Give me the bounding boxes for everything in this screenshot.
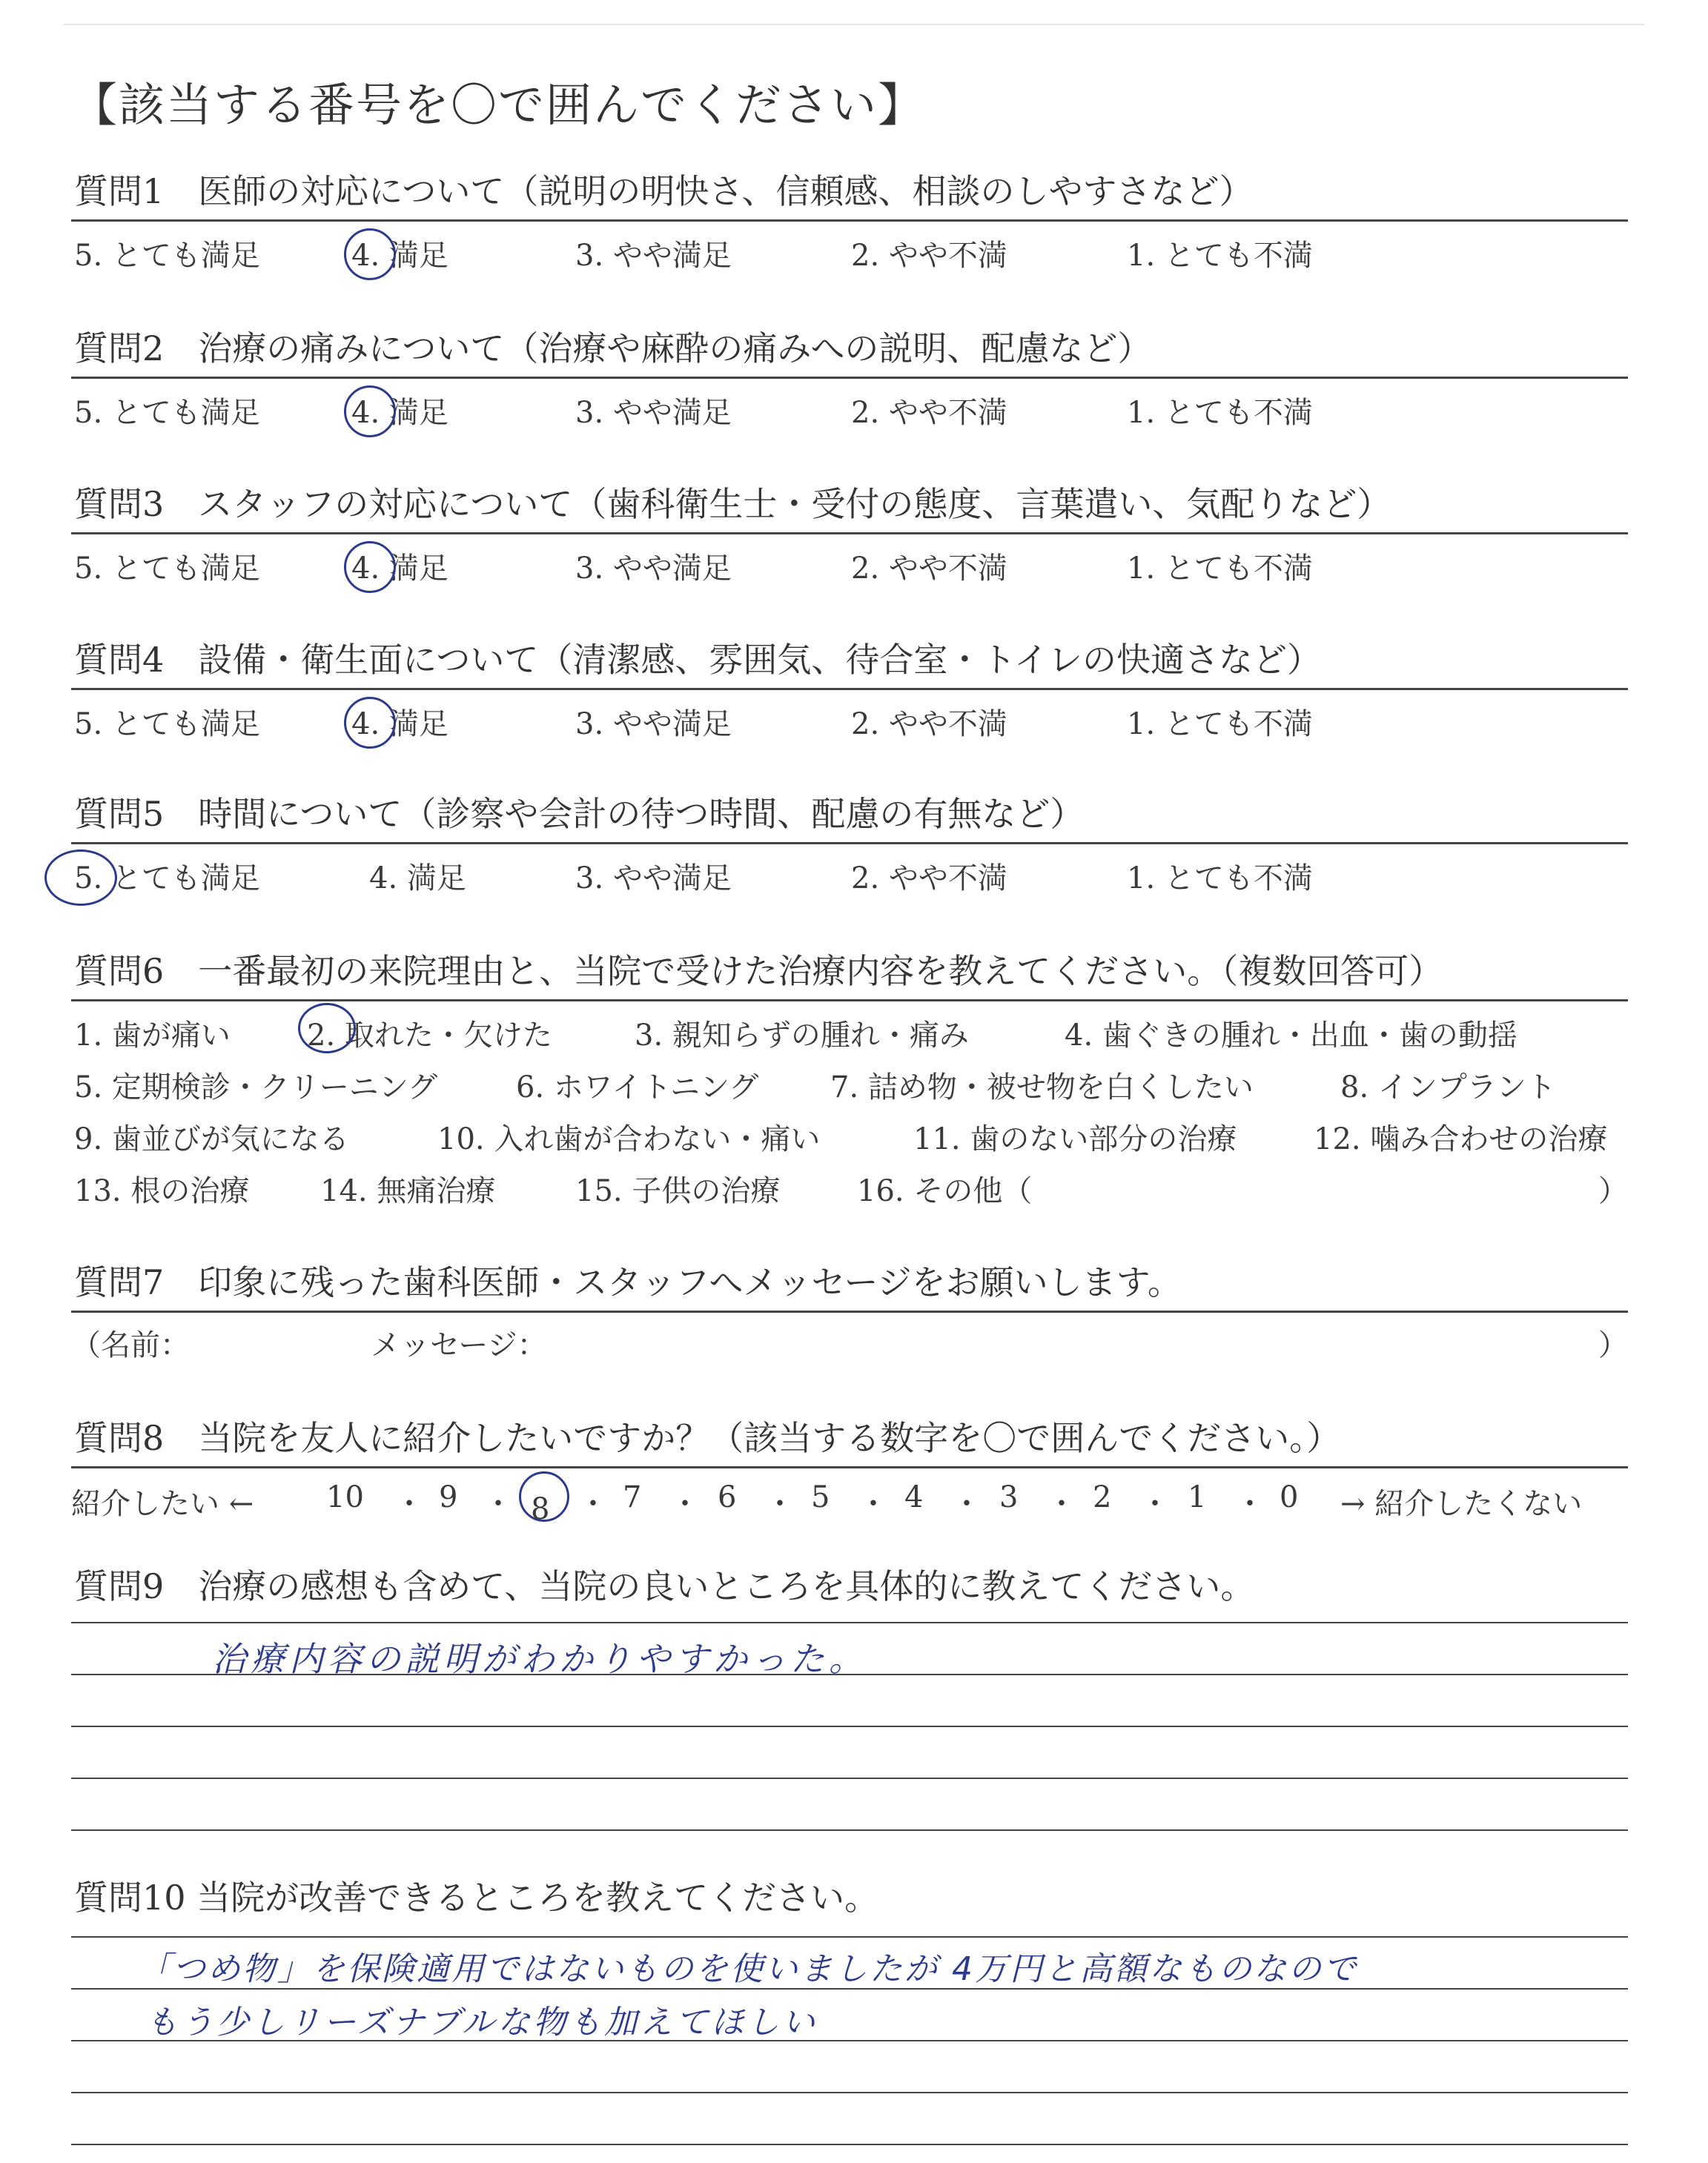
q6-option-11[interactable]: 11. 歯のない部分の治療 (913, 1122, 1237, 1156)
question-1-label: 質問1 医師の対応について（説明の明快さ、信頼感、相談のしやすさなど） (74, 171, 1254, 211)
q6-option-5[interactable]: 5. 定期検診・クリーニング (74, 1070, 438, 1104)
question-7-fields (71, 1313, 1628, 1362)
q4-option-2[interactable]: 2. やや不満 (851, 707, 1007, 741)
q8-sep: ・ (670, 1487, 700, 1521)
q6-option-13[interactable]: 13. 根の治療 (74, 1174, 250, 1208)
q8-sep: ・ (394, 1487, 424, 1521)
q8-sep: ・ (765, 1487, 795, 1521)
q8-sep: ・ (483, 1487, 513, 1521)
q7-message-label: メッセージ： (371, 1328, 547, 1362)
question-6-label: 質問6 一番最初の来院理由と、当院で受けた治療内容を教えてください。（複数回答可） (74, 951, 1443, 991)
q2-option-2[interactable]: 2. やや不満 (851, 396, 1007, 430)
q6-option-14[interactable]: 14. 無痛治療 (320, 1174, 496, 1208)
q3-option-1[interactable]: 1. とても不満 (1127, 551, 1313, 586)
question-1-options (71, 222, 1628, 271)
question-4-options (71, 690, 1628, 739)
q6-other-close-paren: ） (1598, 1174, 1628, 1208)
answer-line (71, 1622, 1628, 1623)
question-7-label: 質問7 印象に残った歯科医師・スタッフへメッセージをお願いします。 (74, 1262, 1182, 1302)
question-6 (71, 949, 1628, 1216)
question-3-options (71, 534, 1628, 586)
answer-line (71, 2092, 1628, 2093)
q4-option-1[interactable]: 1. とても不満 (1127, 707, 1313, 741)
q8-option-10[interactable]: 10 (326, 1480, 364, 1514)
question-8-scale: 紹介したい ← 10 ・ 9 ・ 8 ・ 7 ・ 6 ・ 5 ・ 4 ・ 3 ・ 2 ・ 1 ・ 0 → 紹介したくない (71, 1468, 1628, 1519)
q2-option-1[interactable]: 1. とても不満 (1127, 396, 1313, 430)
q3-option-3[interactable]: 3. やや満足 (575, 551, 732, 586)
q6-option-3[interactable]: 3. 親知らずの腫れ・痛み (635, 1018, 969, 1053)
q1-option-4-selected[interactable]: 4. 満足 (351, 239, 448, 273)
question-4-label: 質問4 設備・衛生面について（清潔感、雰囲気、待合室・トイレの快適さなど） (74, 640, 1322, 680)
q1-option-3[interactable]: 3. やや満足 (575, 239, 732, 273)
answer-line (71, 1829, 1628, 1831)
q6-option-4[interactable]: 4. 歯ぐきの腫れ・出血・歯の動揺 (1065, 1018, 1517, 1053)
q8-option-3[interactable]: 3 (999, 1480, 1019, 1514)
q7-name-label: （名前： (71, 1328, 190, 1362)
q4-option-4-selected[interactable]: 4. 満足 (351, 707, 448, 741)
q8-option-2[interactable]: 2 (1093, 1480, 1112, 1514)
answer-line (71, 2144, 1628, 2145)
q8-option-0[interactable]: 0 (1280, 1480, 1299, 1514)
q3-option-5[interactable]: 5. とても満足 (74, 551, 260, 586)
q1-option-2[interactable]: 2. やや不満 (851, 239, 1007, 273)
q6-option-9[interactable]: 9. 歯並びが気になる (74, 1122, 349, 1156)
q6-option-6[interactable]: 6. ホワイトニング (516, 1070, 759, 1104)
question-9-answer-area[interactable] (71, 1614, 1628, 1911)
q3-option-2[interactable]: 2. やや不満 (851, 551, 1007, 586)
answer-line (71, 1726, 1628, 1727)
q10-handwritten-answer-line-1: 「つめ物」を保険適用ではないものを使いましたが 4万円と高額なものなので (138, 1950, 1358, 1988)
top-divider (64, 24, 1644, 25)
question-4 (71, 637, 1628, 739)
q6-option-16[interactable]: 16. その他（ (857, 1174, 1033, 1208)
q6-option-12[interactable]: 12. 噛み合わせの治療 (1314, 1122, 1608, 1156)
q6-option-15[interactable]: 15. 子供の治療 (575, 1174, 781, 1208)
q8-option-9[interactable]: 9 (439, 1480, 458, 1514)
question-8-label: 質問8 当院を友人に紹介したいですか？（該当する数字を〇で囲んでください。） (74, 1418, 1341, 1458)
question-3-label: 質問3 スタッフの対応について（歯科衛生士・受付の態度、言葉遣い、気配りなど） (74, 484, 1391, 524)
q8-option-7[interactable]: 7 (623, 1480, 642, 1514)
question-5-options (71, 844, 1628, 893)
q1-option-1[interactable]: 1. とても不満 (1127, 239, 1313, 273)
q2-option-4-selected[interactable]: 4. 満足 (351, 396, 448, 430)
question-9-label: 質問9 治療の感想も含めて、当院の良いところを具体的に教えてください。 (74, 1566, 1255, 1606)
question-10 (71, 1875, 1628, 2163)
q3-option-4-selected[interactable]: 4. 満足 (351, 551, 448, 586)
q10-handwritten-answer-line-2: もう少しリーズナブルな物も加えてほしい (145, 2004, 818, 2041)
q8-right-label: → 紹介したくない (1340, 1487, 1583, 1521)
q5-option-5-selected[interactable]: 5. とても満足 (74, 861, 260, 895)
q5-option-1[interactable]: 1. とても不満 (1127, 861, 1313, 895)
q4-option-5[interactable]: 5. とても満足 (74, 707, 260, 741)
q8-sep: ・ (578, 1487, 608, 1521)
q8-option-6[interactable]: 6 (718, 1480, 737, 1514)
q6-option-2-selected[interactable]: 2. 取れた・欠けた (307, 1012, 552, 1054)
question-10-label: 質問10 当院が改善できるところを教えてください。 (74, 1878, 879, 1918)
question-10-answer-area[interactable] (71, 1926, 1628, 2163)
q8-option-5[interactable]: 5 (811, 1480, 830, 1514)
q8-sep: ・ (1140, 1487, 1170, 1521)
q8-sep: ・ (1047, 1487, 1076, 1521)
q5-option-3[interactable]: 3. やや満足 (575, 861, 732, 895)
question-8 (71, 1416, 1628, 1526)
q5-option-4[interactable]: 4. 満足 (369, 861, 466, 895)
q8-sep: ・ (1235, 1487, 1265, 1521)
question-9 (71, 1564, 1628, 1911)
q7-close-paren: ） (1598, 1328, 1628, 1362)
question-7 (71, 1260, 1628, 1362)
q6-option-7[interactable]: 7. 詰め物・被せ物を白くしたい (830, 1070, 1254, 1104)
question-2-options (71, 379, 1628, 428)
answer-line (71, 1936, 1628, 1938)
question-2 (71, 326, 1628, 428)
q5-option-2[interactable]: 2. やや不満 (851, 861, 1007, 895)
page-title: 【該当する番号を〇で囲んでください】 (71, 78, 926, 132)
q6-option-10[interactable]: 10. 入れ歯が合わない・痛い (437, 1122, 821, 1156)
q4-option-3[interactable]: 3. やや満足 (575, 707, 732, 741)
q9-handwritten-answer: 治療内容の説明がわかりやすかった。 (212, 1639, 867, 1679)
answer-line (71, 1778, 1628, 1779)
q6-option-1[interactable]: 1. 歯が痛い (74, 1018, 231, 1053)
q1-option-5[interactable]: 5. とても満足 (74, 239, 260, 273)
question-5-label: 質問5 時間について（診察や会計の待つ時間、配慮の有無など） (74, 794, 1085, 834)
q6-option-8[interactable]: 8. インプラント (1340, 1070, 1556, 1104)
q8-sep: ・ (858, 1487, 888, 1521)
question-1 (71, 169, 1628, 271)
question-2-label: 質問2 治療の痛みについて（治療や麻酔の痛みへの説明、配慮など） (74, 328, 1152, 368)
q8-sep: ・ (952, 1487, 982, 1521)
question-5 (71, 792, 1628, 893)
q8-left-label: 紹介したい ← (71, 1487, 254, 1521)
q2-option-3[interactable]: 3. やや満足 (575, 396, 732, 430)
question-6-options (71, 1001, 1628, 1216)
q8-option-1[interactable]: 1 (1188, 1480, 1207, 1514)
question-3 (71, 482, 1628, 586)
q2-option-5[interactable]: 5. とても満足 (74, 396, 260, 430)
q8-option-4[interactable]: 4 (904, 1480, 924, 1514)
